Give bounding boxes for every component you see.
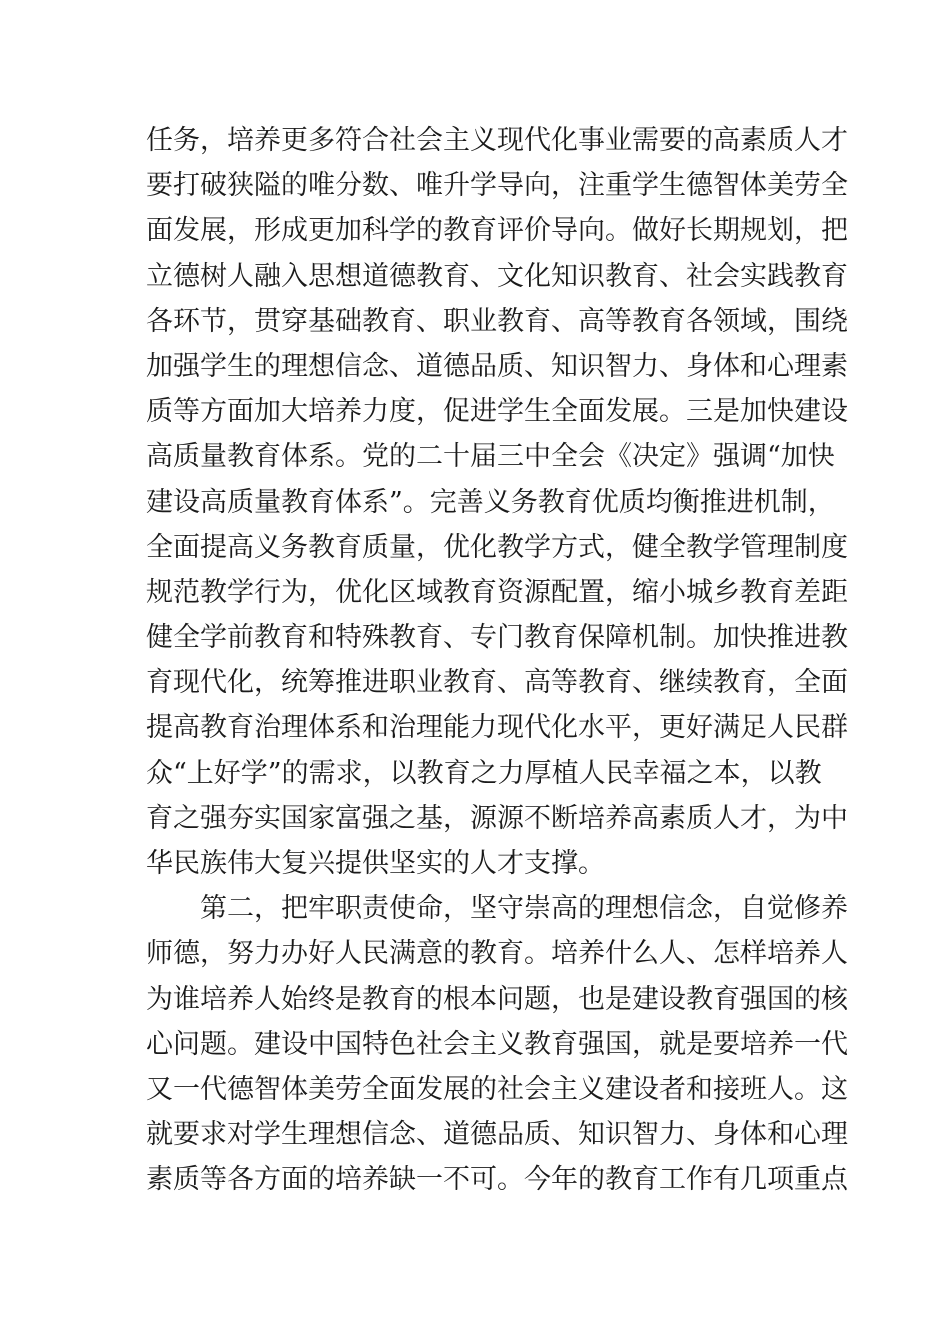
text-line: 全面提高义务教育质量，优化教学方式，健全教学管理制度 [146,531,848,563]
text-line: 规范教学行为，优化区域教育资源配置，缩小城乡教育差距 [146,576,848,608]
text-line: 要打破狭隘的唯分数、唯升学导向，注重学生德智体美劳全 [146,170,848,202]
text-line: 就要求对学生理想信念、道德品质、知识智力、身体和心理 [146,1119,848,1151]
text-line: 面发展，形成更加科学的教育评价导向。做好长期规划，把 [146,215,848,247]
text-line: 提高教育治理体系和治理能力现代化水平，更好满足人民群 [146,712,848,744]
text-line: 育之强夯实国家富强之基，源源不断培养高素质人才，为中 [146,802,848,834]
text-line: 立德树人融入思想道德教育、文化知识教育、社会实践教育 [146,260,848,292]
text-line: 师德，努力办好人民满意的教育。培养什么人、怎样培养人 [146,938,848,970]
text-line: 众“上好学”的需求，以教育之力厚植人民幸福之本，以教 [146,757,822,789]
paragraph-end-line: 华民族伟大复兴提供坚实的人才支撑。 [146,848,605,879]
text-line: 心问题。建设中国特色社会主义教育强国，就是要培养一代 [146,1028,848,1060]
text-line: 为谁培养人始终是教育的根本问题，也是建设教育强国的核 [146,983,848,1015]
text-line: 质等方面加大培养力度，促进学生全面发展。三是加快建设 [146,396,848,428]
text-line: 任务，培养更多符合社会主义现代化事业需要的高素质人才 [146,125,848,156]
paragraph-start-line: 第二，把牢职责使命，坚守崇高的理想信念，自觉修养 [200,893,848,925]
text-line: 高质量教育体系。党的二十届三中全会《决定》强调“加快 [146,441,835,473]
text-line: 各环节，贯穿基础教育、职业教育、高等教育各领域，围绕 [146,305,848,337]
body-text [146,118,848,1203]
text-line: 建设高质量教育体系”。完善义务教育优质均衡推进机制， [146,486,835,518]
text-line: 健全学前教育和特殊教育、专门教育保障机制。加快推进教 [146,622,848,654]
text-line: 加强学生的理想信念、道德品质、知识智力、身体和心理素 [146,350,848,382]
text-line: 素质等各方面的培养缺一不可。今年的教育工作有几项重点 [146,1164,848,1196]
text-line: 育现代化，统筹推进职业教育、高等教育、继续教育，全面 [146,667,848,699]
text-line: 又一代德智体美劳全面发展的社会主义建设者和接班人。这 [146,1073,848,1105]
